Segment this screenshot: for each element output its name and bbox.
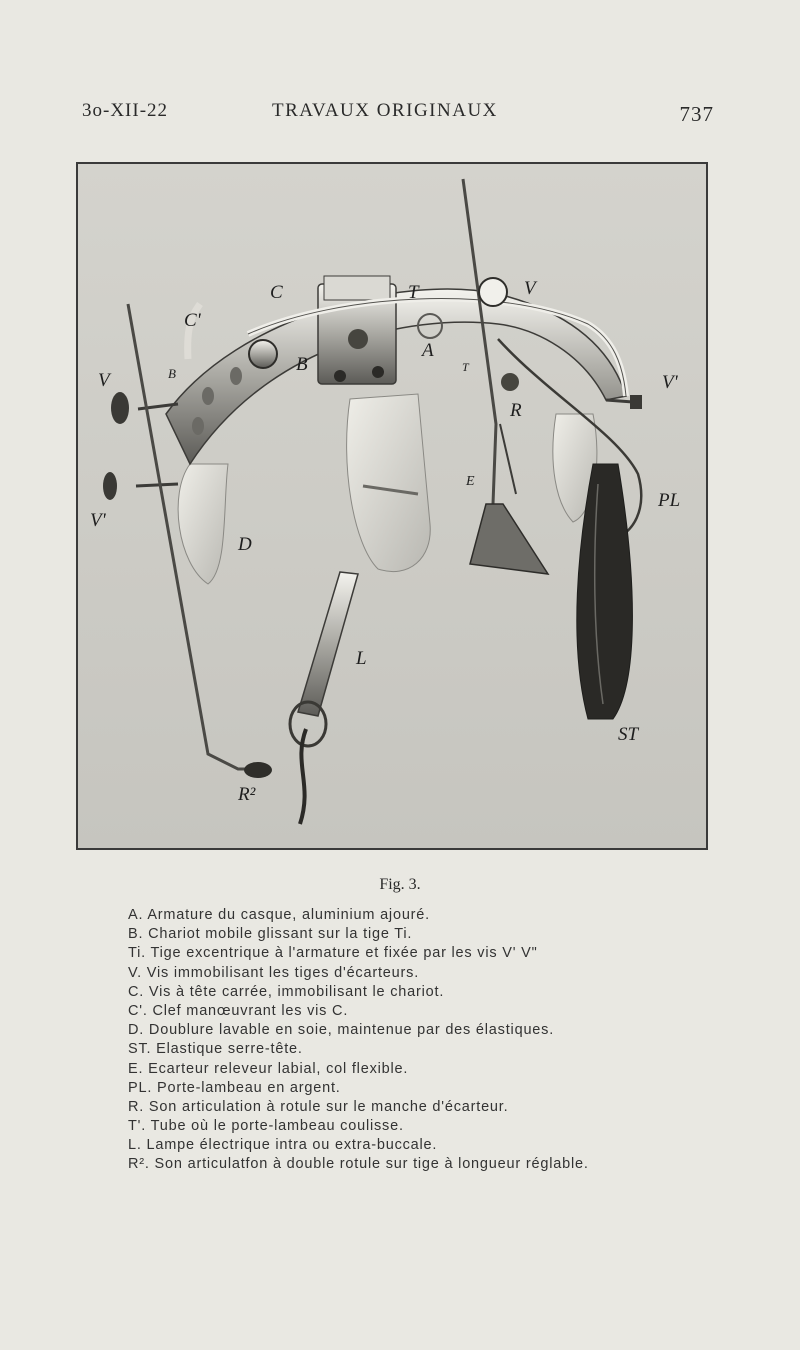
- label-t-head: T: [408, 282, 419, 303]
- label-a: A: [422, 340, 434, 361]
- label-r2: R²: [238, 784, 256, 805]
- figure-plate: [76, 162, 708, 850]
- header-title: TRAVAUX ORIGINAUX: [272, 100, 498, 121]
- legend-item: B. Chariot mobile glissant sur la tige Ti.: [128, 926, 413, 943]
- header-date: 3o-XII-22: [82, 100, 169, 121]
- label-v-prime-right: V': [662, 372, 678, 393]
- legend-item: ST. Elastique serre-tête.: [128, 1041, 303, 1058]
- label-e: E: [466, 474, 475, 489]
- figure-caption: Fig. 3.: [379, 876, 421, 893]
- legend-item: T'. Tube où le porte-lambeau coulisse.: [128, 1118, 404, 1135]
- page-number: 737: [679, 102, 714, 126]
- legend-item: D. Doublure lavable en soie, maintenue par des élastiques.: [128, 1022, 555, 1039]
- label-c-prime: C': [184, 310, 201, 331]
- label-t-small: T: [462, 360, 469, 374]
- label-pl: PL: [658, 490, 681, 511]
- label-st: ST: [618, 724, 639, 745]
- label-c: C: [270, 282, 283, 303]
- legend-item: Ti. Tige excentrique à l'armature et fixée par les vis V' V": [128, 945, 538, 962]
- legend-item: C. Vis à tête carrée, immobilisant le chariot.: [128, 983, 445, 1000]
- legend-item: C'. Clef manœuvrant les vis C.: [128, 1002, 349, 1019]
- legend-item: V. Vis immobilisant les tiges d'écarteurs.: [128, 964, 420, 981]
- label-v-left: V: [98, 370, 110, 391]
- label-r: R: [510, 400, 522, 421]
- label-b-left: B: [168, 366, 176, 381]
- running-header: [82, 96, 718, 126]
- legend-item: L. Lampe électrique intra ou extra-buccale.: [128, 1137, 438, 1154]
- legend-item: E. Ecarteur releveur labial, col flexible.: [128, 1060, 409, 1077]
- label-b: B: [296, 354, 308, 375]
- label-d: D: [238, 534, 252, 555]
- legend-item: A. Armature du casque, aluminium ajouré.: [128, 907, 430, 923]
- legend-item: R. Son articulation à rotule sur le manche d'écarteur.: [128, 1098, 509, 1115]
- label-v-top: V: [524, 278, 536, 299]
- figure-legend: [128, 906, 718, 1175]
- apparatus-photo: [78, 164, 706, 848]
- legend-item: PL. Porte-lambeau en argent.: [128, 1079, 341, 1096]
- legend-item: R². Son articulatfon à double rotule sur tige à longueur réglable.: [128, 1156, 589, 1173]
- label-l: L: [356, 648, 367, 669]
- label-v-prime-left: V': [90, 510, 106, 531]
